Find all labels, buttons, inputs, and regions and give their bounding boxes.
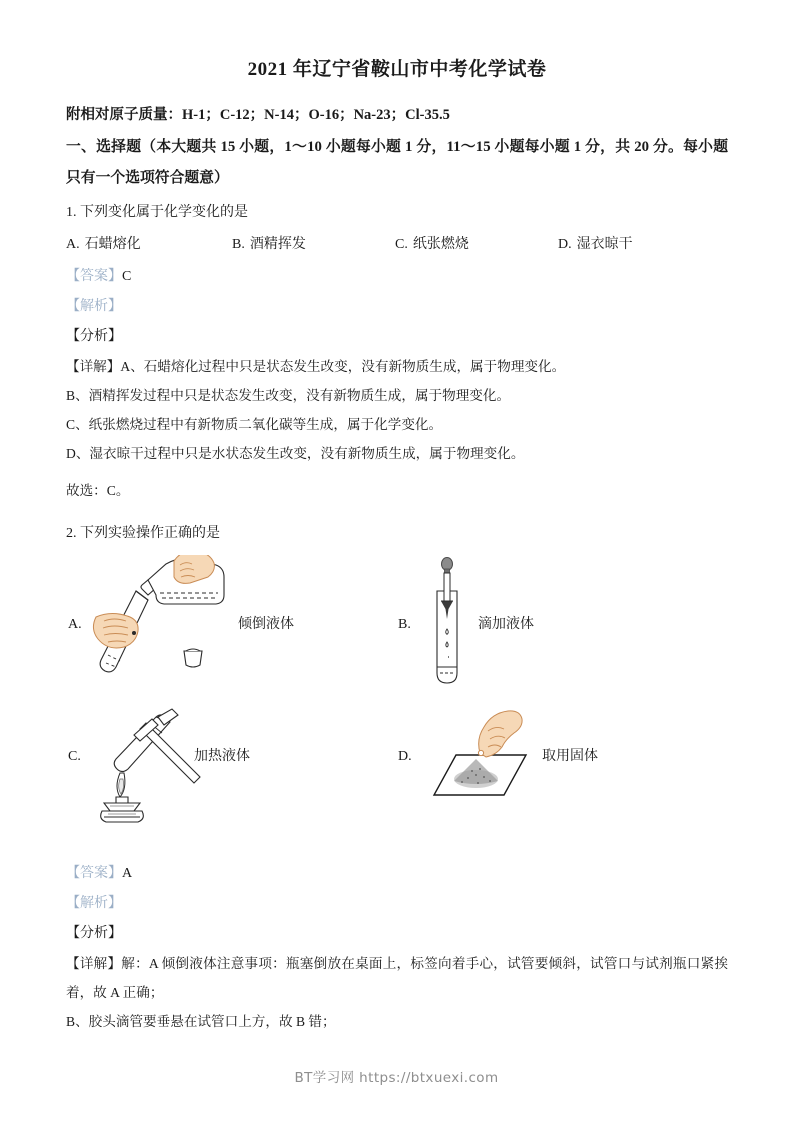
page-content: [66, 56, 728, 1036]
option-a-caption: 倾倒液体: [238, 617, 294, 632]
answer-tag: 【答案】: [66, 269, 122, 284]
dropper-in-tube-icon: [424, 557, 470, 689]
option-c[interactable]: [395, 230, 469, 260]
question-2-analysis-tag: 【解析】: [66, 896, 122, 911]
question-2-option-d[interactable]: [396, 707, 726, 857]
question-2-figure-grid: [66, 555, 728, 855]
option-d-letter: D.: [558, 237, 572, 252]
option-a-letter: A.: [66, 237, 80, 252]
option-c-letter: C.: [68, 749, 81, 764]
question-2-stem-text: 下列实验操作正确的是: [80, 526, 220, 541]
question-1-detail-1: 【详解】A、石蜡熔化过程中只是状态发生改变，没有新物质生成，属于物理变化。: [66, 359, 566, 374]
question-2-option-b[interactable]: [396, 555, 726, 705]
option-c-letter: C.: [395, 237, 408, 252]
question-1-stem-text: 下列变化属于化学变化的是: [80, 205, 248, 220]
question-2-detail-2: B、胶头滴管要垂悬在试管口上方，故 B 错；: [66, 1014, 336, 1029]
option-d[interactable]: [558, 230, 633, 260]
option-c-caption: 加热液体: [194, 749, 250, 764]
question-1-conclusion: 故选：C。: [66, 483, 130, 498]
option-d-letter: D.: [398, 749, 412, 764]
question-2-option-a[interactable]: [66, 555, 396, 705]
pouring-liquid-icon: [90, 555, 240, 685]
question-2-answer-value: A: [122, 866, 133, 881]
site-watermark: BT学习网 https://btxuexi.com: [294, 1070, 499, 1086]
question-1-detail-2: B、酒精挥发过程中只是状态发生改变，没有新物质生成，属于物理变化。: [66, 388, 511, 403]
question-2: [66, 519, 728, 1036]
answer-tag: 【答案】: [66, 866, 122, 881]
option-b-text: 酒精挥发: [249, 237, 306, 252]
option-d-caption: 取用固体: [542, 749, 598, 764]
option-b-letter: B.: [232, 237, 245, 252]
section-heading: 一、选择题（本大题共 15 小题，1～10 小题每小题 1 分，11～15 小题每小题 1 分，共 20 分。每小题只有一个选项符合题意）: [66, 139, 728, 186]
question-1-detail-3: C、纸张燃烧过程中有新物质二氧化碳等生成，属于化学变化。: [66, 417, 443, 432]
atomic-mass-note: 附相对原子质量：H-1；C-12；N-14；O-16；Na-23；Cl-35.5: [66, 107, 450, 123]
option-b-letter: B.: [398, 617, 411, 632]
option-b[interactable]: [232, 230, 306, 260]
question-1-breakdown-tag: 【分析】: [66, 329, 122, 344]
heating-test-tube-icon: [94, 707, 210, 825]
question-1-options: [66, 230, 728, 260]
question-1-analysis-tag: 【解析】: [66, 299, 122, 314]
question-2-detail-1: 【详解】解：A 倾倒液体注意事项：瓶塞倒放在桌面上，标签向着手心，试管要倾斜，试管口与试剂瓶口紧挨着，故 A 正确；: [66, 956, 728, 1000]
question-2-number: 2.: [66, 526, 77, 541]
option-a[interactable]: [66, 230, 141, 260]
option-a-letter: A.: [68, 617, 82, 632]
page-title: 2021 年辽宁省鞍山市中考化学试卷: [247, 59, 547, 80]
option-d-text: 湿衣晾干: [576, 237, 633, 252]
taking-solid-on-paper-icon: [432, 709, 552, 819]
question-1-stem: [66, 198, 728, 228]
question-2-breakdown-tag: 【分析】: [66, 926, 122, 941]
option-b-caption: 滴加液体: [478, 617, 534, 632]
question-2-stem: [66, 519, 728, 549]
option-c-text: 纸张燃烧: [412, 237, 469, 252]
question-2-answer-line: [66, 859, 728, 889]
question-1: [66, 198, 728, 505]
question-1-detail-4: D、湿衣晾干过程中只是水状态发生改变，没有新物质生成，属于物理变化。: [66, 446, 525, 461]
question-2-option-c[interactable]: [66, 707, 396, 857]
question-1-answer-line: [66, 262, 728, 292]
question-1-number: 1.: [66, 205, 77, 220]
option-a-text: 石蜡熔化: [84, 237, 141, 252]
question-1-answer-value: C: [122, 269, 132, 284]
